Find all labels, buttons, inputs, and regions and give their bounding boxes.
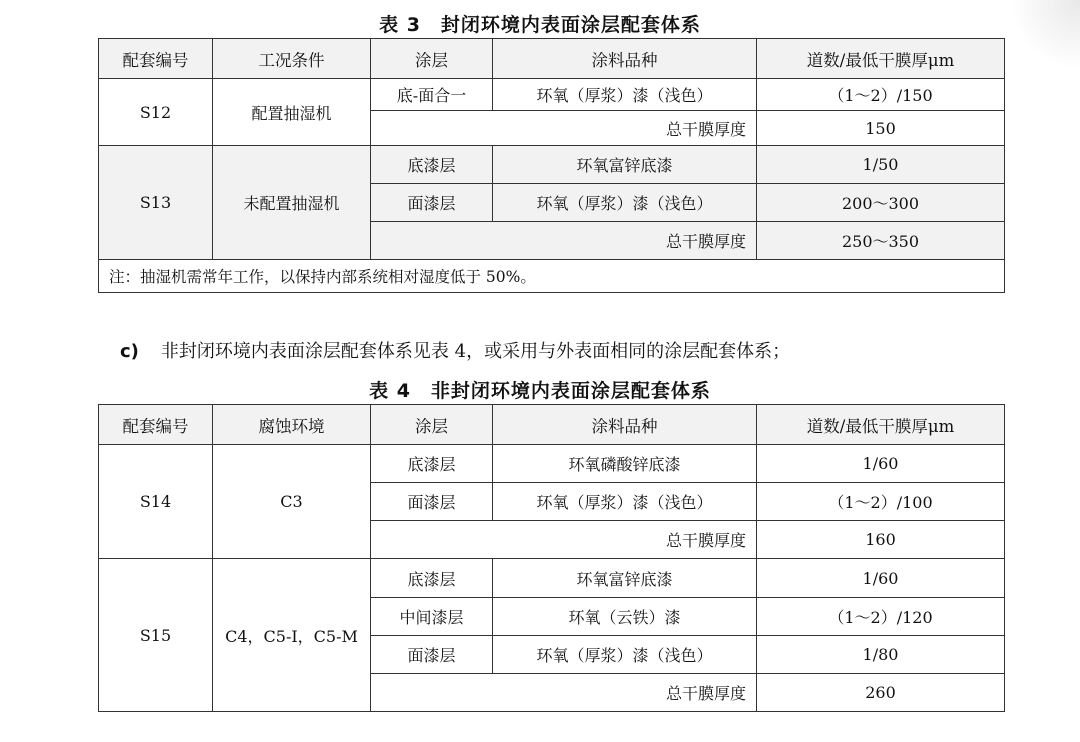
- table4: [98, 404, 1005, 712]
- cell-coating: 环氧（厚浆）漆（浅色）: [493, 184, 757, 222]
- cell-total-label: 总干膜厚度: [371, 674, 757, 712]
- table-row: [99, 146, 1005, 184]
- header-code: 配套编号: [99, 39, 213, 79]
- cell-total: 250～350: [757, 222, 1005, 260]
- cell-spec: （1～2）/100: [757, 483, 1005, 521]
- header-layer: 涂层: [371, 405, 493, 445]
- cell-total-label: 总干膜厚度: [371, 111, 757, 146]
- paragraph-marker: c): [120, 341, 139, 362]
- table3-title: 表 3 封闭环境内表面涂层配套体系: [379, 14, 701, 36]
- header-condition: 工况条件: [213, 39, 371, 79]
- table3: [98, 38, 1005, 293]
- cell-spec: 1/50: [757, 146, 1005, 184]
- table4-title: 表 4 非封闭环境内表面涂层配套体系: [369, 380, 711, 402]
- paragraph-c: [120, 337, 790, 363]
- cell-spec: 1/60: [757, 445, 1005, 483]
- cell-condition: 配置抽湿机: [213, 79, 371, 146]
- header-coating: 涂料品种: [493, 39, 757, 79]
- cell-total-label: 总干膜厚度: [371, 521, 757, 559]
- cell-layer: 面漆层: [371, 184, 493, 222]
- table3-note-row: [99, 260, 1005, 293]
- cell-coating: 环氧（厚浆）漆（浅色）: [493, 79, 757, 111]
- cell-layer: 面漆层: [371, 636, 493, 674]
- header-spec: 道数/最低干膜厚μm: [757, 405, 1005, 445]
- cell-layer: 中间漆层: [371, 598, 493, 636]
- table3-header-row: [99, 39, 1005, 79]
- cell-code: S13: [99, 146, 213, 260]
- header-env: 腐蚀环境: [213, 405, 371, 445]
- cell-env: C3: [213, 445, 371, 559]
- cell-coating: 环氧磷酸锌底漆: [493, 445, 757, 483]
- cell-code: S14: [99, 445, 213, 559]
- paragraph-text: 非封闭环境内表面涂层配套体系见表 4，或采用与外表面相同的涂层配套体系；: [160, 341, 791, 362]
- cell-spec: 1/60: [757, 559, 1005, 598]
- header-layer: 涂层: [371, 39, 493, 79]
- cell-layer: 底漆层: [371, 146, 493, 184]
- table-row: [99, 445, 1005, 483]
- cell-layer: 面漆层: [371, 483, 493, 521]
- table-row: [99, 559, 1005, 598]
- cell-spec: 200～300: [757, 184, 1005, 222]
- cell-code: S15: [99, 559, 213, 712]
- table-row: [99, 79, 1005, 111]
- table3-note: 注：抽湿机需常年工作，以保持内部系统相对湿度低于 50%。: [99, 260, 1005, 293]
- cell-coating: 环氧富锌底漆: [493, 146, 757, 184]
- cell-coating: 环氧（厚浆）漆（浅色）: [493, 483, 757, 521]
- cell-total: 150: [757, 111, 1005, 146]
- cell-coating: 环氧富锌底漆: [493, 559, 757, 598]
- cell-spec: （1～2）/120: [757, 598, 1005, 636]
- cell-spec: （1～2）/150: [757, 79, 1005, 111]
- header-code: 配套编号: [99, 405, 213, 445]
- cell-total: 260: [757, 674, 1005, 712]
- header-spec: 道数/最低干膜厚μm: [757, 39, 1005, 79]
- cell-condition: 未配置抽湿机: [213, 146, 371, 260]
- cell-code: S12: [99, 79, 213, 146]
- header-coating: 涂料品种: [493, 405, 757, 445]
- cell-layer: 底漆层: [371, 445, 493, 483]
- cell-coating: 环氧（云铁）漆: [493, 598, 757, 636]
- cell-total: 160: [757, 521, 1005, 559]
- table4-header-row: [99, 405, 1005, 445]
- cell-layer: 底漆层: [371, 559, 493, 598]
- cell-coating: 环氧（厚浆）漆（浅色）: [493, 636, 757, 674]
- cell-total-label: 总干膜厚度: [371, 222, 757, 260]
- cell-env: C4，C5-I，C5-M: [213, 559, 371, 712]
- cell-layer: 底-面合一: [371, 79, 493, 111]
- cell-spec: 1/80: [757, 636, 1005, 674]
